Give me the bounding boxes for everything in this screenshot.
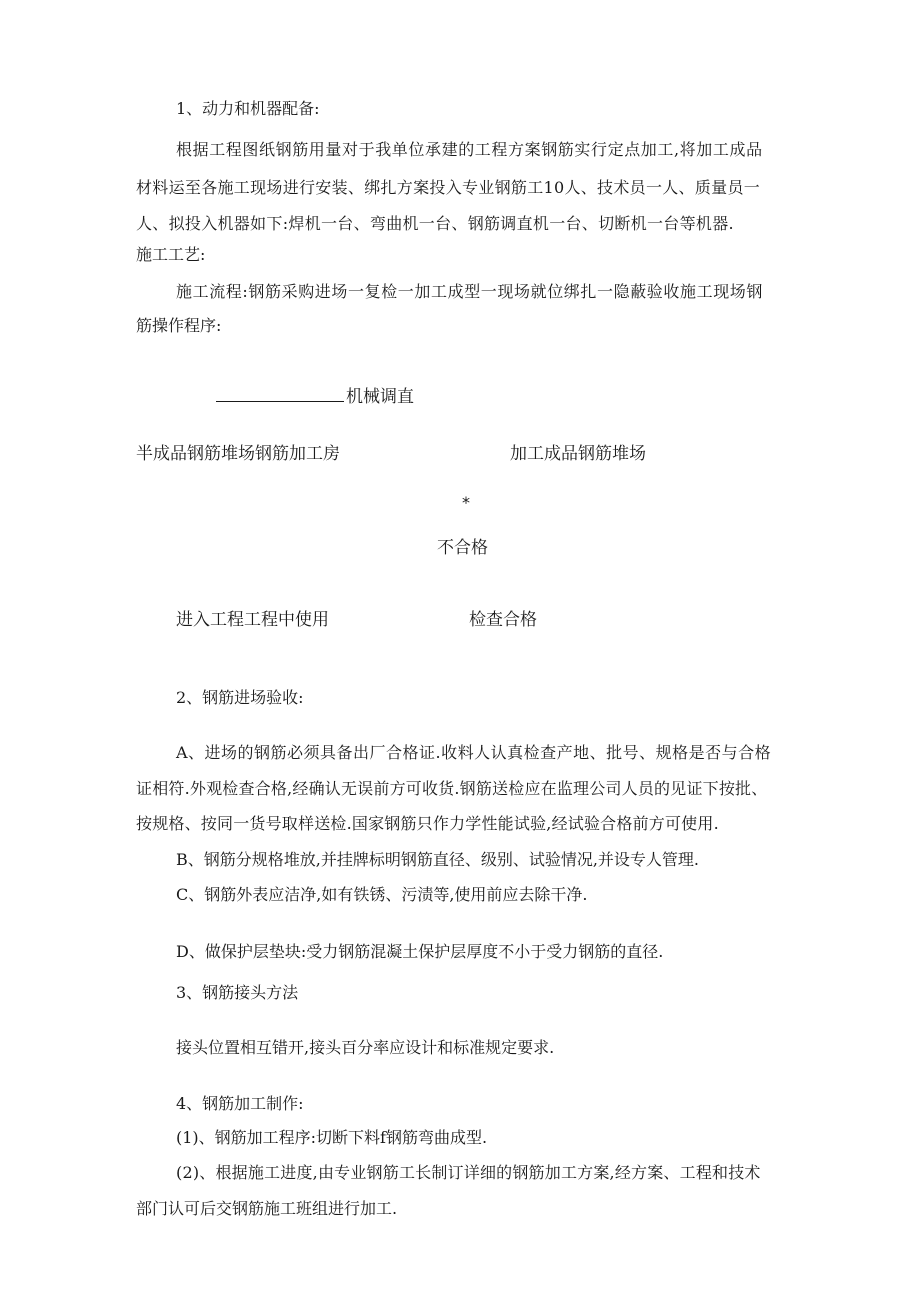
flow-marker: * [462, 493, 470, 512]
flow-node-finished-yard: 加工成品钢筋堆场 [510, 444, 646, 464]
section4-item-2-line: 部门认可后交钢筋施工班组进行加工. [136, 1199, 398, 1218]
section2-item-b: B、钢筋分规格堆放,并挂牌标明钢筋直径、级别、试验情况,并设专人管理. [176, 850, 700, 869]
section1-title: 1、动力和机器配备: [176, 99, 320, 118]
section3-paragraph: 接头位置相互错开,接头百分率应设计和标准规定要求. [176, 1038, 555, 1057]
flow-node-unqualified: 不合格 [437, 538, 488, 558]
section2-item-c: C、钢筋外表应洁净,如有铁锈、污渍等,使用前应去除干净. [176, 885, 588, 904]
flow-connector-line [216, 385, 344, 402]
section2-item-a-line: 证相符.外观检查合格,经确认无误前方可收货.钢筋送检应在监理公司人员的见证下按批、 [136, 779, 768, 798]
section4-item-1: (1)、钢筋加工程序:切断下料f钢筋弯曲成型. [176, 1128, 488, 1147]
section4-item-2-line: (2)、根据施工进度,由专业钢筋工长制订详细的钢筋加工方案,经方案、工程和技术 [176, 1163, 761, 1182]
flow-node-straighten [216, 385, 414, 408]
flow-node-use-in-project: 进入工程工程中使用 [176, 610, 329, 630]
section1-paragraph-line: 根据工程图纸钢筋用量对于我单位承建的工程方案钢筋实行定点加工,将加工成品 [176, 140, 763, 159]
flow-node-inspect-pass: 检查合格 [469, 610, 537, 630]
section2-title: 2、钢筋进场验收: [176, 688, 304, 707]
flow-description-line: 筋操作程序: [136, 316, 222, 335]
section2-item-a-line: 按规格、按同一货号取样送检.国家钢筋只作力学性能试验,经试验合格前方可使用. [136, 814, 719, 833]
section3-title: 3、钢筋接头方法 [176, 983, 299, 1002]
section2-item-a-line: A、进场的钢筋必须具备出厂合格证.收料人认真检查产地、批号、规格是否与合格 [176, 743, 772, 762]
section1-paragraph-line: 人、拟投入机器如下:焊机一台、弯曲机一台、钢筋调直机一台、切断机一台等机器. [136, 214, 734, 233]
section2-item-d: D、做保护层垫块:受力钢筋混凝土保护层厚度不小于受力钢筋的直径. [176, 942, 664, 961]
process-heading: 施工工艺: [136, 245, 206, 264]
flow-description-line: 施工流程:钢筋采购进场一复检一加工成型一现场就位绑扎一隐蔽验收施工现场钢 [176, 282, 763, 301]
flow-node-label: 机械调直 [346, 387, 414, 407]
flow-node-semi-finished: 半成品钢筋堆场钢筋加工房 [136, 444, 340, 464]
section1-paragraph-line: 材料运至各施工现场进行安装、绑扎方案投入专业钢筋工10人、技术员一人、质量员一 [136, 178, 761, 197]
section4-title: 4、钢筋加工制作: [176, 1094, 304, 1113]
